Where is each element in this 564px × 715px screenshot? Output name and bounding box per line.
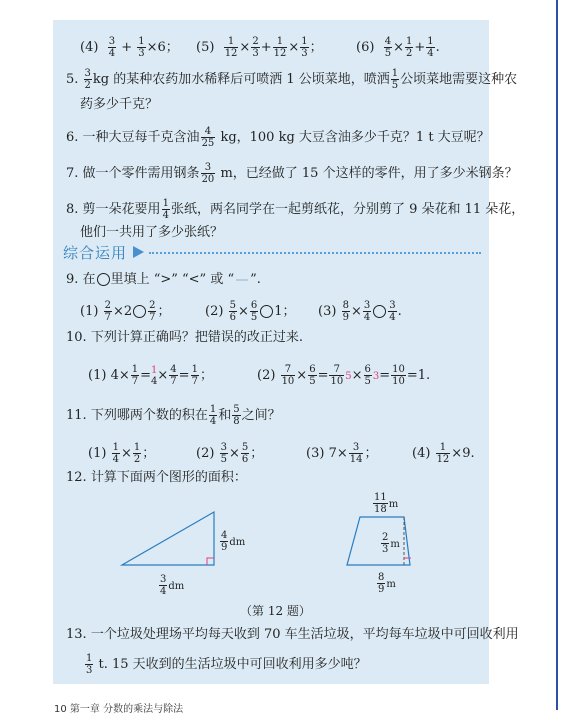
text-segment: (4)	[412, 446, 431, 461]
text-segment: =	[379, 368, 391, 383]
numerator: 1	[138, 36, 145, 47]
text-segment: m	[388, 499, 399, 510]
denominator: 6	[229, 312, 236, 323]
numerator: 1	[112, 442, 119, 453]
numerator: 6	[309, 364, 316, 375]
text-segment: ；	[199, 368, 213, 383]
text-segment: 11.	[66, 408, 87, 423]
numerator: 6	[364, 364, 371, 375]
denominator: 5	[384, 48, 392, 59]
numerator: 1	[86, 653, 93, 664]
question-8-line-2: 他们一共用了多少张纸？	[80, 225, 224, 240]
numerator: 3	[389, 300, 396, 311]
text-segment: 4	[151, 375, 158, 387]
text-segment: 计算下面两个图形的面积：	[90, 470, 247, 485]
denominator: 5	[220, 454, 227, 465]
denominator: 4	[209, 416, 217, 427]
triangle-height-label	[219, 530, 245, 553]
question-13	[66, 627, 519, 643]
text-segment: 5.	[66, 72, 79, 87]
denominator: 7	[131, 376, 139, 387]
denominator: 3	[138, 48, 145, 59]
text-segment: 12.	[66, 470, 87, 485]
text-segment: 张纸，两名同学在一起剪纸花，分别剪了 9 朵花和 11 朵花，	[170, 202, 525, 217]
denominator: 25	[201, 138, 215, 149]
denominator: 7	[149, 312, 156, 323]
text-segment: =	[140, 368, 152, 383]
numerator: 1	[227, 36, 235, 47]
denominator: 10	[392, 376, 405, 387]
denominator: 4	[389, 312, 396, 323]
text-segment: 7.	[66, 166, 79, 181]
text-segment: ×	[228, 446, 240, 461]
numerator: 3	[352, 442, 360, 453]
text-segment: +	[414, 40, 426, 55]
page-footer: 10 第一章 分数的乘法与除法	[54, 704, 184, 715]
denominator: 9	[221, 542, 228, 553]
numerator: 3	[220, 442, 227, 453]
numerator: 4	[170, 364, 177, 375]
numerator: 1	[131, 364, 139, 375]
denominator: 4	[108, 48, 116, 59]
numerator: 5	[241, 442, 249, 453]
text-segment: 公顷菜地需要这种农	[400, 72, 518, 87]
text-segment: (1)	[88, 446, 107, 461]
text-segment: .	[397, 304, 402, 319]
text-segment: m	[390, 539, 400, 550]
text-segment: (2)	[205, 304, 224, 319]
numerator: 10	[392, 364, 405, 375]
text-segment: +	[260, 40, 272, 55]
trapezoid-base-label	[376, 572, 396, 595]
section-title: 综合运用	[63, 244, 128, 262]
trapezoid-top-label	[372, 492, 398, 515]
denominator: 2	[405, 48, 413, 59]
text-segment: 13.	[66, 627, 87, 642]
text-segment: (5)	[196, 40, 215, 55]
text-segment: ；	[157, 304, 171, 319]
text-segment: 之间？	[241, 408, 281, 423]
denominator: 3	[382, 544, 389, 555]
denominator: 5	[364, 376, 371, 387]
numerator: 5	[229, 300, 236, 311]
text-segment: t. 15 天收到的生活垃圾中可回收利用多少吨？	[98, 657, 367, 672]
text-segment: ×	[157, 368, 169, 383]
denominator: 20	[201, 174, 215, 185]
numerator: 1	[405, 36, 413, 47]
text-segment: 10.	[66, 330, 87, 345]
denominator: 10	[330, 376, 344, 387]
numerator: 4	[204, 126, 212, 137]
text-segment: ×	[393, 40, 404, 55]
denominator: 2	[133, 454, 141, 465]
numerator: 1	[133, 442, 141, 453]
text-segment: ×6；	[146, 40, 179, 55]
text-segment: dm	[229, 537, 246, 548]
text-segment: (4)	[80, 40, 99, 55]
denominator: 8	[233, 416, 240, 427]
trapezoid	[347, 517, 411, 565]
text-segment: ×	[239, 40, 251, 55]
denominator: 5	[250, 312, 258, 323]
denominator: 6	[241, 454, 249, 465]
numerator: 4	[384, 36, 392, 47]
numerator: 2	[104, 300, 111, 311]
text-segment: 里填上 “>” “<” 或 “	[110, 272, 235, 287]
numerator: 8	[378, 572, 385, 583]
denominator: 7	[191, 376, 198, 387]
numerator: 2	[252, 36, 259, 47]
text-segment: ×	[351, 368, 363, 383]
denominator: 9	[378, 584, 385, 595]
text-segment: (3)	[318, 304, 337, 319]
denominator: 12	[436, 454, 450, 465]
denominator: 7	[104, 312, 111, 323]
text-segment: kg，100 kg 大豆含油多少千克？1 t 大豆呢？	[220, 130, 490, 145]
numerator: 5	[233, 404, 240, 415]
text-segment: 在	[82, 272, 96, 287]
numerator: 6	[250, 300, 258, 311]
text-segment: ”.	[250, 272, 261, 287]
text-segment: =	[178, 368, 190, 383]
numerator: 3	[84, 68, 91, 79]
fraction	[373, 492, 388, 515]
numerator: 3	[363, 300, 371, 311]
text-segment: 和	[218, 408, 232, 423]
text-segment: +	[121, 40, 133, 55]
text-segment: 剪一朵花要用	[82, 202, 161, 217]
text-segment: =	[317, 368, 329, 383]
text-segment: 4×	[110, 368, 130, 383]
text-segment: ×	[237, 304, 249, 319]
text-segment: ；	[142, 446, 156, 461]
denominator: 10	[281, 376, 295, 387]
right-triangle	[122, 512, 214, 565]
denominator: 14	[349, 454, 363, 465]
text-segment: ×	[296, 368, 308, 383]
numerator: 7	[333, 364, 341, 375]
text-segment: 8.	[66, 202, 79, 217]
denominator: 3	[252, 48, 259, 59]
fraction	[159, 574, 167, 597]
denominator: 9	[342, 312, 349, 323]
denominator: 5	[309, 376, 316, 387]
denominator: 7	[170, 376, 177, 387]
text-segment: 6.	[66, 130, 79, 145]
triangle-base-label	[158, 574, 184, 597]
numerator: 3	[108, 36, 116, 47]
text-segment: 下列计算正确吗？把错误的改正过来.	[90, 330, 303, 345]
text-segment: ×	[350, 304, 362, 319]
text-segment: 1；	[274, 304, 296, 319]
text-segment: ×2	[112, 304, 133, 319]
text-segment: (2)	[257, 368, 276, 383]
trapezoid-height-label	[380, 532, 400, 555]
fraction	[220, 530, 228, 553]
numerator: 1	[391, 68, 399, 79]
denominator: 18	[374, 504, 387, 515]
text-segment: 9.	[66, 272, 79, 287]
denominator: 5	[391, 80, 399, 91]
question-13-line-2	[84, 653, 367, 676]
numerator: 1	[439, 442, 447, 453]
denominator: 3	[86, 665, 93, 676]
numerator: 7	[284, 364, 292, 375]
text-segment: (1)	[80, 304, 99, 319]
numerator: 1	[427, 36, 434, 47]
numerator: 4	[221, 530, 228, 541]
text-segment: ×9.	[451, 446, 475, 461]
fraction	[377, 572, 385, 595]
denominator: 4	[160, 586, 167, 597]
text-segment: 7×	[328, 446, 348, 461]
denominator: 4	[112, 454, 119, 465]
text-segment: =1.	[406, 368, 431, 383]
text-segment: (3)	[306, 446, 325, 461]
text-segment: ；	[250, 446, 264, 461]
numerator: 2	[382, 532, 389, 543]
correction-mark: 5	[345, 371, 352, 382]
text-segment: (1)	[88, 368, 107, 383]
text-segment: .	[435, 40, 440, 55]
correction-mark: 3	[372, 371, 380, 382]
text-segment: dm	[168, 581, 185, 592]
text-segment: ×	[120, 446, 132, 461]
text-segment: (2)	[196, 446, 215, 461]
denominator: 3	[301, 48, 308, 59]
text-segment: 做一个零件需用钢条	[82, 166, 200, 181]
denominator: 4	[162, 210, 169, 221]
denominator: 4	[427, 48, 434, 59]
fraction	[85, 653, 93, 676]
text-segment: kg 的某种农药加水稀释后可喷洒 1 公顷菜地，喷洒	[92, 72, 390, 87]
numerator: 8	[342, 300, 349, 311]
text-segment: m，已经做了 15 个这样的零件，用了多少米钢条？	[220, 166, 518, 181]
text-segment: ；	[309, 40, 323, 55]
denominator: 12	[224, 48, 238, 59]
numerator: 11	[374, 492, 387, 503]
numerator: 1	[191, 364, 198, 375]
numerator: 3	[160, 574, 167, 585]
text-segment: ；	[364, 446, 378, 461]
numerator: 1	[209, 404, 217, 415]
numerator: 1	[301, 36, 308, 47]
text-segment: 一个垃圾处理场平均每天收到 70 车生活垃圾，平均每车垃圾中可回收利用	[90, 627, 519, 642]
text-segment: m	[386, 579, 396, 590]
text-segment: 一种大豆每千克含油	[82, 130, 200, 145]
denominator: 4	[363, 312, 371, 323]
text-segment: ×	[288, 40, 300, 55]
figure-caption: （第 12 题）	[240, 604, 311, 618]
denominator: 12	[273, 48, 287, 59]
text-segment: (6)	[356, 40, 375, 55]
question-5-line-2: 药多少千克？	[80, 97, 159, 112]
numerator: 2	[149, 300, 156, 311]
text-segment: 下列哪两个数的积在	[90, 408, 208, 423]
numerator: 1	[276, 36, 284, 47]
denominator: 2	[84, 80, 91, 91]
fraction	[381, 532, 389, 555]
numerator: 3	[204, 162, 212, 173]
correction-mark: 1	[151, 364, 158, 376]
numerator: 1	[162, 198, 169, 209]
